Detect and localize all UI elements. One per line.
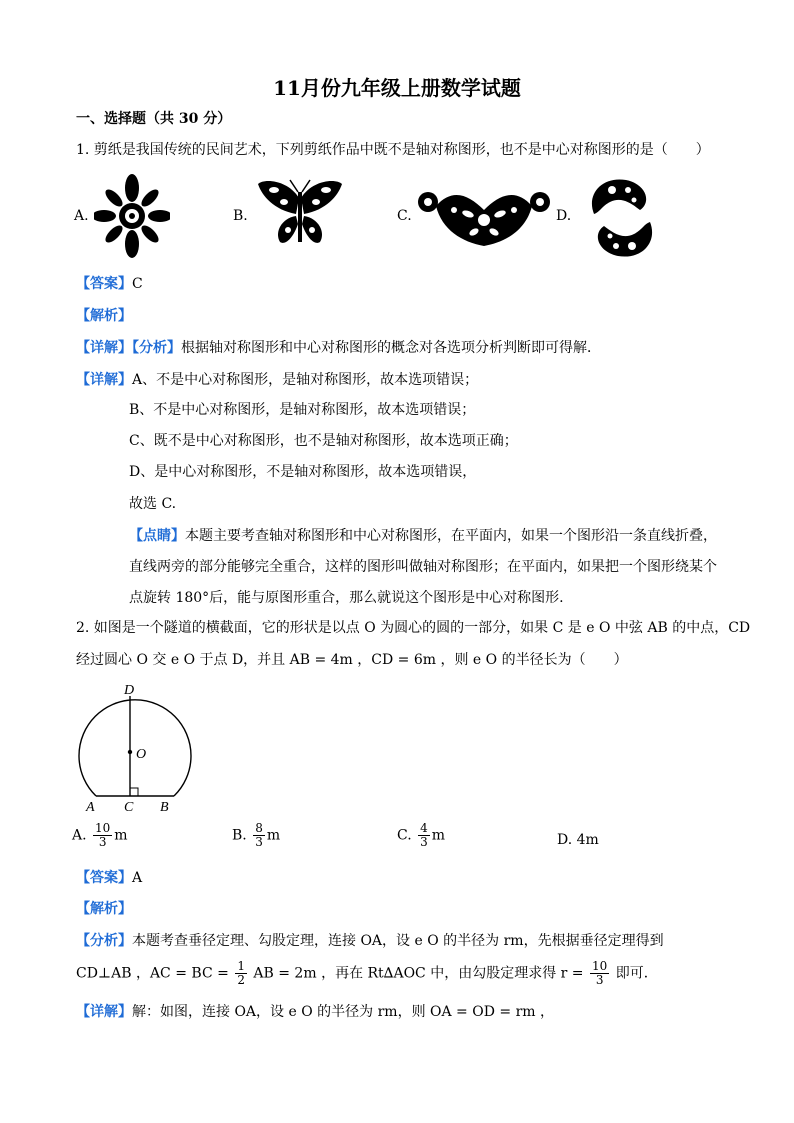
q1-stem: 1. 剪纸是我国传统的民间艺术，下列剪纸作品中既不是轴对称图形，也不是中心对称图形的是（ ） [76, 142, 710, 158]
papercut-b-image [252, 176, 348, 256]
comment-tag: 【点睛】 [129, 528, 185, 544]
section-heading: 一、选择题（共 30 分） [76, 111, 232, 127]
comment-text: 本题主要考查轴对称图形和中心对称图形，在平面内，如果一个图形沿一条直线折叠， [185, 528, 717, 544]
q2-answer [76, 868, 142, 888]
answer-value: A [132, 870, 143, 886]
option-label: B. [232, 827, 247, 844]
q1-comment-line-1 [129, 526, 717, 546]
analysis-subtag: 【分析】 [76, 933, 132, 949]
fraction: $\frac{1}{2}$ [237, 959, 245, 987]
right-angle-mark [130, 788, 138, 796]
label-a: A [86, 800, 95, 815]
label-o: O [136, 747, 147, 762]
q1-detail-line-4: D、是中心对称图形，不是轴对称图形，故本选项错误， [129, 464, 477, 480]
q2-option-a: A. $\frac{10}{3}$ m [72, 821, 128, 849]
fraction: $\frac{4}{3}$ [420, 821, 428, 849]
label-d: D [124, 683, 135, 698]
q2-option-d [557, 832, 599, 848]
fraction: $\frac{8}{3}$ [255, 821, 263, 849]
q2-detail-line [76, 1002, 554, 1022]
answer-value: C [132, 276, 143, 292]
q1-option-c-label: C. [397, 208, 412, 224]
tunnel-arc [79, 700, 191, 796]
papercut-a-image [94, 172, 170, 260]
detail-tag: 【详解】 [76, 1004, 132, 1020]
option-text: 4m [576, 832, 599, 848]
q1-detail-line-3: C、既不是中心对称图形，也不是轴对称图形，故本选项正确； [129, 433, 518, 449]
q2-analysis-tag: 【解析】 [76, 901, 132, 917]
q1-option-b-label: B. [233, 208, 248, 224]
q1-comment-line-2: 直线两旁的部分能够完全重合，这样的图形叫做轴对称图形；在平面内，如果把一个图形绕某个 [129, 559, 717, 575]
q2-option-c: C. $\frac{4}{3}$ m [397, 821, 446, 849]
analysis-text: 根据轴对称图形和中心对称图形的概念对各选项分析判断即可得解． [181, 340, 601, 356]
q2-option-b: B. $\frac{8}{3}$ m [232, 821, 281, 849]
q2-stem-line-2: 经过圆心 O 交 e O 于点 D，并且 AB = 4m ，CD = 6m ，则 e O 的半径长为（ ） [76, 652, 628, 668]
analysis-text: 本题考查垂径定理、勾股定理，连接 OA，设 e O 的半径为 rm，先根据垂径定理得到 [132, 933, 664, 949]
label-b: B [160, 800, 169, 815]
answer-tag: 【答案】 [76, 870, 132, 886]
center-point [128, 750, 132, 754]
papercut-c-image [418, 180, 550, 252]
detail-text: A、不是中心对称图形，是轴对称图形，故本选项错误； [132, 372, 479, 388]
analysis-subtag: 【详解】【分析】 [76, 340, 181, 356]
detail-text: 解：如图，连接 OA，设 e O 的半径为 rm，则 OA = OD = rm ， [132, 1004, 554, 1020]
option-label: C. [397, 827, 412, 844]
option-label: D. [557, 832, 573, 848]
page-title: 11月份九年级上册数学试题 [273, 76, 521, 100]
fraction: $\frac{10}{3}$ [95, 821, 111, 849]
q2-analysis-line-1 [76, 931, 664, 951]
q1-analysis [76, 338, 601, 358]
q1-detail-line-2: B、不是中心对称图形，是轴对称图形，故本选项错误； [129, 402, 476, 418]
q1-comment-line-3: 点旋转 180°后，能与原图形重合，那么就说这个图形是中心对称图形. [129, 590, 564, 606]
q1-detail-line-1 [76, 370, 478, 390]
q1-option-d-label: D. [556, 208, 572, 224]
q1-analysis-tag: 【解析】 [76, 308, 132, 324]
q1-detail-line-5: 故选 C. [129, 496, 177, 512]
q2-stem-line-1: 2. 如图是一个隧道的横截面，它的形状是以点 O 为圆心的圆的一部分，如果 C 是 e O 中弦 AB 的中点，CD [76, 620, 751, 636]
label-c: C [124, 800, 134, 815]
papercut-d-image [582, 174, 662, 262]
q1-option-a-label: A. [74, 208, 89, 224]
tunnel-cross-section-figure [70, 678, 200, 816]
detail-tag: 【详解】 [76, 372, 132, 388]
q1-answer [76, 274, 143, 294]
option-label: A. [72, 827, 87, 844]
fraction: $\frac{10}{3}$ [592, 959, 608, 987]
answer-tag: 【答案】 [76, 276, 132, 292]
q2-analysis-line-2: CD⊥AB ，AC = BC = $\frac{1}{2}$ AB = 2m ，再在 Rt∆AOC 中，由勾股定理求得 r = $\frac{10}{3}$ 即可． [76, 959, 658, 987]
